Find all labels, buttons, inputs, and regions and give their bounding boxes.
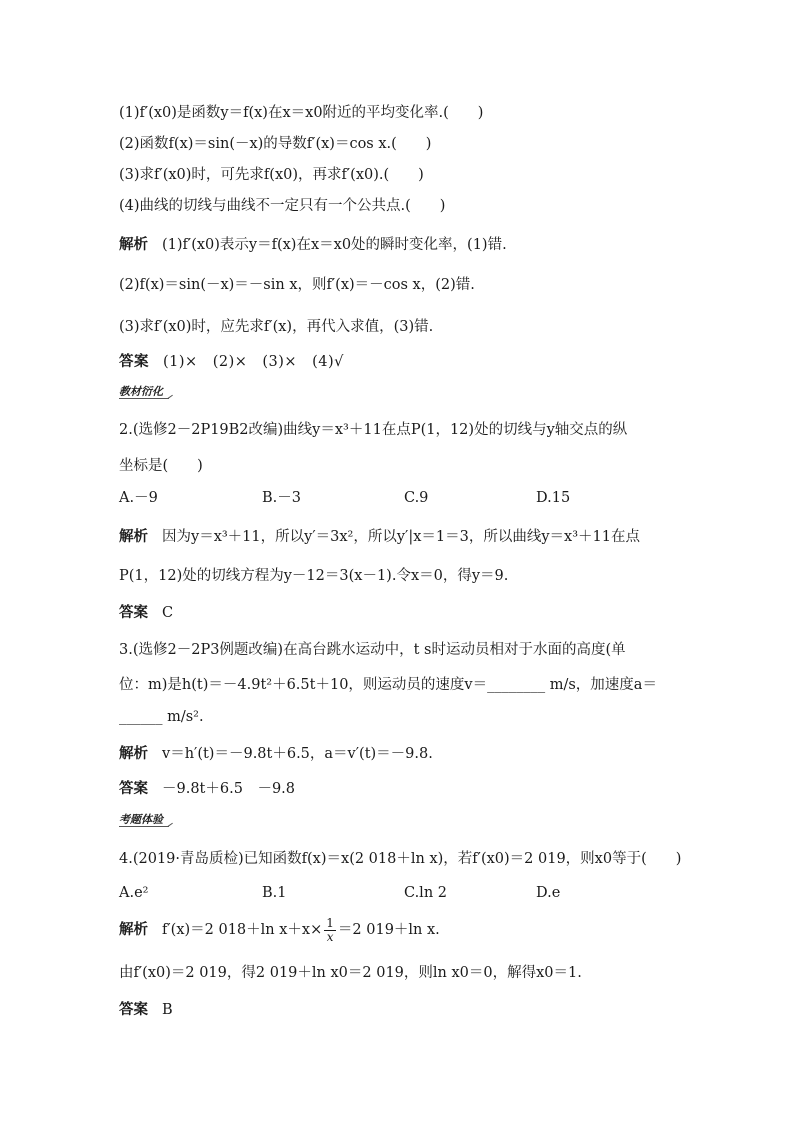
answer-label: 答案 <box>119 353 149 370</box>
answer-label: 答案 <box>119 1001 148 1018</box>
q2-option-a: A.－9 <box>119 490 158 506</box>
q4-option-d: D.e <box>536 885 561 901</box>
fraction-numerator: 1 <box>326 915 334 930</box>
q3-answer <box>119 780 295 798</box>
q4-stem: 4.(2019·青岛质检)已知函数f(x)＝x(2 018＋ln x)，若f′(x0)＝2 019，则x0等于( ) <box>119 851 682 867</box>
answer-label: 答案 <box>119 780 148 797</box>
q4-analysis-line-1 <box>119 915 440 945</box>
analysis-label: 解析 <box>119 921 148 938</box>
answer-label: 答案 <box>119 604 148 621</box>
q2-option-b: B.－3 <box>262 490 301 506</box>
q3-stem-line-3: ______ m/s². <box>119 709 204 725</box>
q4-option-b: B.1 <box>262 885 287 901</box>
q3-analysis <box>119 745 433 763</box>
answer-text: C <box>162 605 174 621</box>
q4-answer <box>119 1001 173 1019</box>
q2-stem-line-1: 2.(选修2－2P19B2改编)曲线y＝x³＋11在点P(1，12)处的切线与y轴交点的纵 <box>119 422 628 438</box>
statement-1: (1)f′(x0)是函数y＝f(x)在x＝x0附近的平均变化率.( ) <box>119 105 484 121</box>
q2-option-c: C.9 <box>404 490 429 506</box>
q2-stem-line-2: 坐标是( ) <box>119 458 203 474</box>
statement-2: (2)函数f(x)＝sin(－x)的导数f′(x)＝cos x.( ) <box>119 136 432 152</box>
analysis-label: 解析 <box>119 528 148 545</box>
analysis-text-left: f′(x)＝2 018＋ln x＋x× <box>162 922 323 938</box>
q2-analysis-line-1 <box>119 528 640 546</box>
part1-answer <box>119 353 344 371</box>
section-heading-textbook: 教材衍化 <box>119 385 169 399</box>
statement-4: (4)曲线的切线与曲线不一定只有一个公共点.( ) <box>119 198 446 214</box>
section-heading-exam: 考题体验 <box>119 813 169 827</box>
q3-stem-line-2: 位：m)是h(t)＝－4.9t²＋6.5t＋10，则运动员的速度v＝________ m/s，加速度a＝ <box>119 677 657 693</box>
part1-analysis-line-1 <box>119 236 507 254</box>
analysis-text: 因为y＝x³＋11，所以y′＝3x²，所以y′|x＝1＝3，所以曲线y＝x³＋11在点 <box>162 529 640 545</box>
answer-text: －9.8t＋6.5 －9.8 <box>162 781 296 797</box>
part1-analysis-line-2: (2)f(x)＝sin(－x)＝－sin x，则f′(x)＝－cos x，(2)错. <box>119 277 475 293</box>
fraction <box>324 917 336 944</box>
q4-option-a: A.e² <box>119 885 149 901</box>
analysis-text: v＝h′(t)＝－9.8t＋6.5，a＝v′(t)＝－9.8. <box>162 746 433 762</box>
analysis-label: 解析 <box>119 745 148 762</box>
q4-option-c: C.ln 2 <box>404 885 447 901</box>
fraction-denominator: x <box>326 929 334 944</box>
q2-option-d: D.15 <box>536 490 571 506</box>
answer-text: B <box>162 1002 173 1018</box>
analysis-text-right: ＝2 019＋ln x. <box>337 922 440 938</box>
part1-analysis-line-3: (3)求f′(x0)时，应先求f′(x)，再代入求值，(3)错. <box>119 319 434 335</box>
statement-3: (3)求f′(x0)时，可先求f(x0)，再求f′(x0).( ) <box>119 167 424 183</box>
q2-analysis-line-2: P(1，12)处的切线方程为y－12＝3(x－1).令x＝0，得y＝9. <box>119 568 509 584</box>
q2-answer <box>119 604 173 622</box>
q4-analysis-line-2: 由f′(x0)＝2 019，得2 019＋ln x0＝2 019，则ln x0＝0，解得x0＝1. <box>119 965 582 981</box>
q3-stem-line-1: 3.(选修2－2P3例题改编)在高台跳水运动中，t s时运动员相对于水面的高度(单 <box>119 642 626 658</box>
analysis-label: 解析 <box>119 236 148 253</box>
analysis-text: (1)f′(x0)表示y＝f(x)在x＝x0处的瞬时变化率，(1)错. <box>162 237 507 253</box>
answer-text: (1)× (2)× (3)× (4)√ <box>163 354 344 370</box>
